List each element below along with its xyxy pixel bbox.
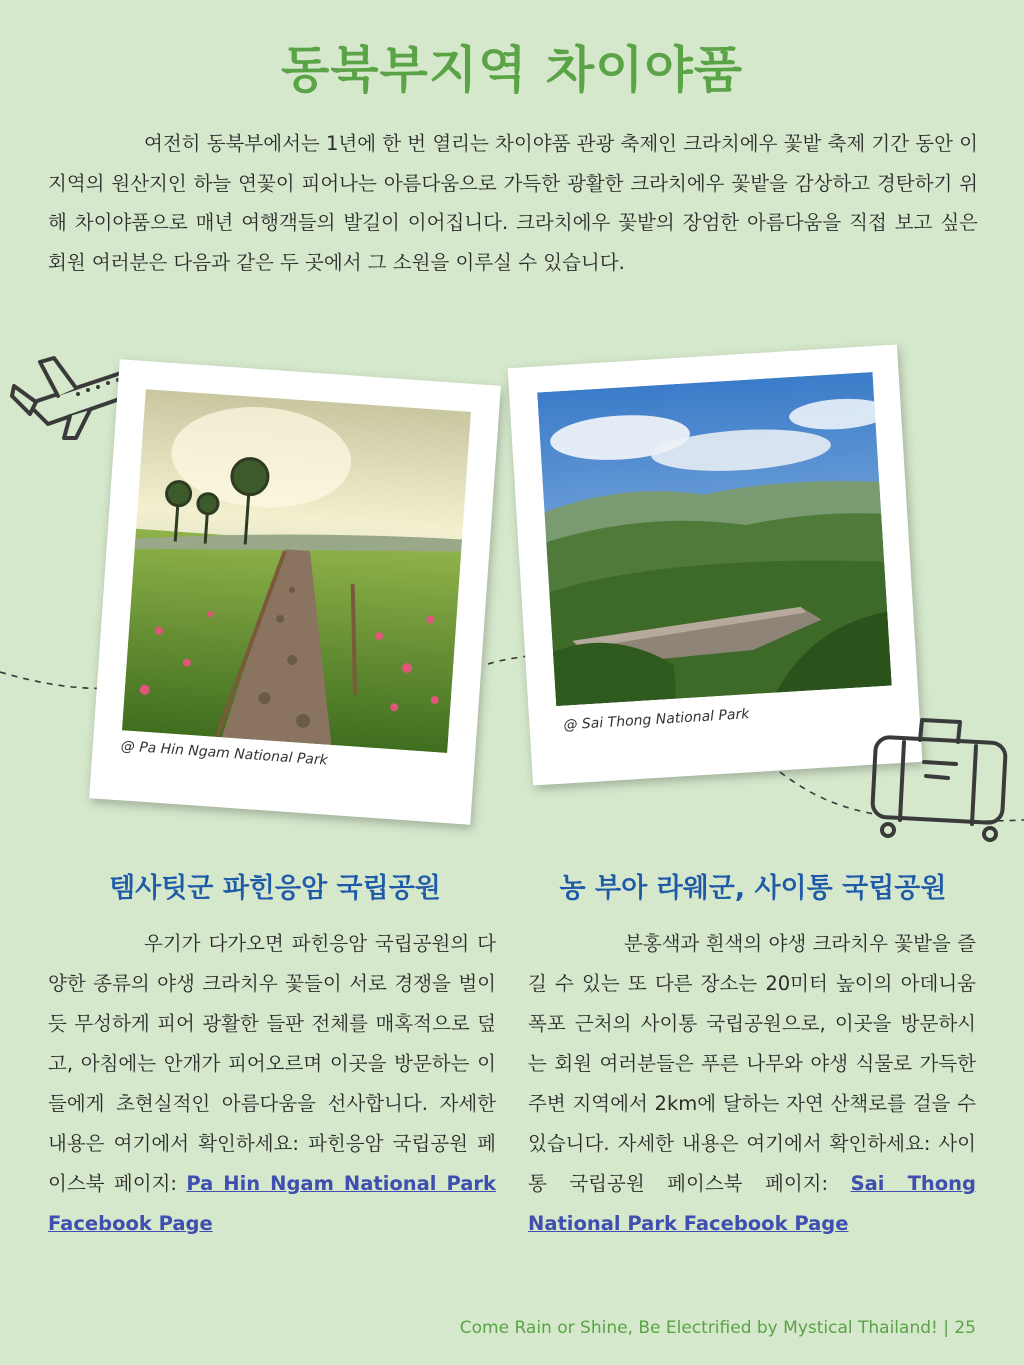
photo-caption-sai-thong: @ Sai Thong National Park <box>563 706 750 734</box>
photo-caption-pa-hin-ngam: @ Pa Hin Ngam National Park <box>120 738 329 769</box>
pa-hin-ngam-facebook-link[interactable]: Pa Hin Ngam National Park Facebook Page <box>48 1172 496 1235</box>
section-body-sai-thong <box>528 924 976 1244</box>
sai-thong-photo <box>537 372 892 706</box>
section-heading-pa-hin-ngam: 템사팃군 파힌응암 국립공원 <box>109 873 441 904</box>
section-body-pa-hin-ngam <box>48 924 496 1244</box>
section-text: 분홍색과 흰색의 야생 크라치우 꽃밭을 즐길 수 있는 또 다른 장소는 20미터 높이의 아데니움 폭포 근처의 사이통 국립공원으로, 이곳을 방문하시는 회원 여러분들은 푸른 나무와 야생 식물로 가득한 주변 지역에서 2km에 달하는 자연 산책로를 걸을 수 있습니다. 자세한 내용은 여기에서 확인하세요: 사이통 국립공원 페이스북 페이지: <box>528 932 976 1195</box>
photo-card-pa-hin-ngam <box>89 359 501 825</box>
suitcase-icon <box>864 712 1014 842</box>
sai-thong-facebook-link[interactable]: Sai Thong National Park Facebook Page <box>528 1172 976 1235</box>
section-text: 우기가 다가오면 파힌응암 국립공원의 다양한 종류의 야생 크라치우 꽃들이 서로 경쟁을 벌이듯 무성하게 피어 광활한 들판 전체를 매혹적으로 덮고, 아침에는 안개가 피어오르며 이곳을 방문하는 이들에게 초현실적인 아름다움을 선사합니다. 자세한 내용은 여기에서 확인하세요: 파힌응암 국립공원 페이스북 페이지: <box>48 932 496 1195</box>
page-footer: Come Rain or Shine, Be Electrified by Mystical Thailand! | 25 <box>459 1318 976 1338</box>
photo-card-sai-thong <box>508 344 923 785</box>
page-title: 동북부지역 차이야품 <box>280 41 744 99</box>
section-heading-sai-thong: 농 부아 라웨군, 사이통 국립공원 <box>559 873 947 904</box>
pa-hin-ngam-photo <box>122 389 471 753</box>
intro-paragraph: 여전히 동북부에서는 1년에 한 번 열리는 차이야품 관광 축제인 크라치에우 꽃밭 축제 기간 동안 이 지역의 원산지인 하늘 연꽃이 피어나는 아름다움으로 가득한 광활한 크라치에우 꽃밭을 감상하고 경탄하기 위해 차이야품으로 매년 여행객들의 발길이 이어집니다. 크라치에우 꽃밭의 장엄한 아름다움을 직접 보고 싶은 회원 여러분은 다음과 같은 두 곳에서 그 소원을 이루실 수 있습니다. <box>48 132 978 274</box>
